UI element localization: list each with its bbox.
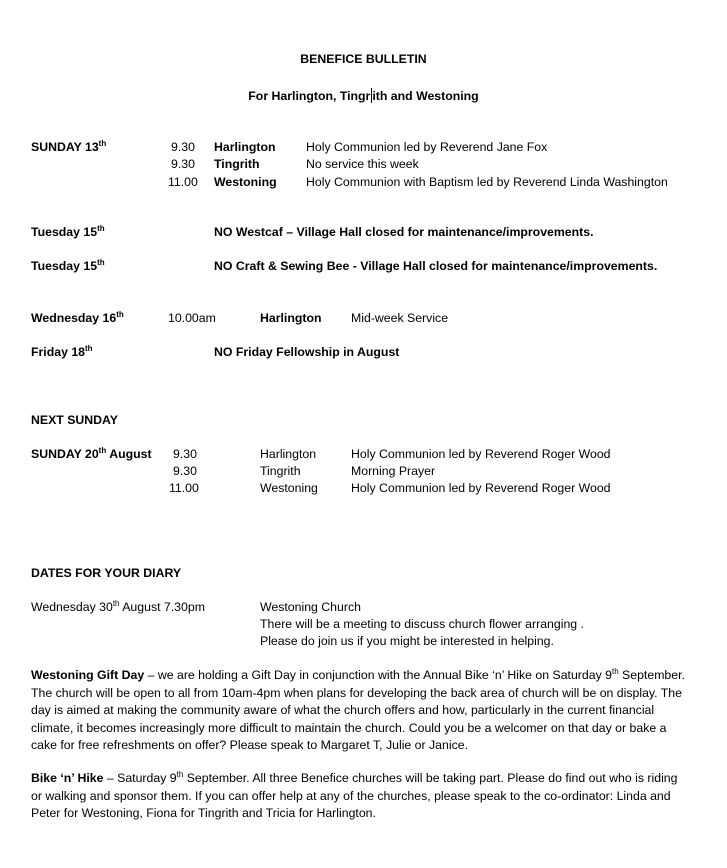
service-desc: Holy Communion led by Reverend Jane Fox bbox=[306, 140, 548, 154]
paragraph-text: – Saturday 9 bbox=[103, 771, 177, 785]
subtitle-part-a: For Harlington, Tingr bbox=[248, 89, 371, 103]
service-time: 9.30 bbox=[173, 447, 197, 461]
bike-hike-paragraph bbox=[31, 770, 691, 823]
service-church: Westoning bbox=[214, 175, 277, 189]
day-text: SUNDAY 13 bbox=[31, 140, 99, 154]
day-suffix: th bbox=[98, 446, 107, 455]
bike-hike-heading: Bike ‘n’ Hike bbox=[31, 771, 104, 785]
diary-line: Please do join us if you might be interested in helping. bbox=[260, 634, 554, 648]
service-time: 9.30 bbox=[173, 464, 197, 478]
day-text: Tuesday 15 bbox=[31, 225, 98, 239]
tuesday-label bbox=[31, 224, 105, 241]
day-text: Wednesday 16 bbox=[31, 311, 117, 325]
service-desc: Holy Communion with Baptism led by Reverend Linda Washington bbox=[306, 175, 668, 189]
day-text: Tuesday 15 bbox=[31, 259, 98, 273]
service-church: Westoning bbox=[260, 481, 318, 495]
day-suffix: th bbox=[97, 258, 105, 267]
tuesday-notice: NO Westcaf – Village Hall closed for maintenance/improvements. bbox=[214, 225, 594, 239]
service-time: 9.30 bbox=[171, 140, 195, 154]
service-time: 11.00 bbox=[169, 481, 199, 495]
subtitle-part-b: ith and Westoning bbox=[372, 89, 479, 103]
date-suffix: th bbox=[112, 599, 120, 608]
service-church: Harlington bbox=[214, 140, 276, 154]
service-church: Harlington bbox=[260, 311, 322, 325]
day-suffix: th bbox=[116, 310, 124, 319]
day-text: SUNDAY 20 bbox=[31, 447, 99, 461]
date-suffix: th bbox=[611, 667, 619, 676]
service-church: Tingrith bbox=[260, 464, 301, 478]
gift-day-paragraph bbox=[31, 667, 691, 755]
next-sunday-heading: NEXT SUNDAY bbox=[31, 413, 119, 427]
date-suffix: th bbox=[176, 770, 184, 779]
tuesday-label bbox=[31, 258, 105, 275]
diary-heading: DATES FOR YOUR DIARY bbox=[31, 566, 182, 580]
friday-notice: NO Friday Fellowship in August bbox=[214, 345, 400, 359]
tuesday-notice: NO Craft & Sewing Bee - Village Hall closed for maintenance/improvements. bbox=[214, 259, 658, 273]
wednesday-label bbox=[31, 310, 124, 327]
date-time-text: August 7.30pm bbox=[119, 600, 205, 614]
diary-date bbox=[31, 599, 205, 616]
day-suffix: th bbox=[97, 224, 105, 233]
service-time: 9.30 bbox=[171, 157, 195, 171]
bulletin-title: BENEFICE BULLETIN bbox=[300, 52, 427, 66]
service-desc: Mid-week Service bbox=[351, 311, 449, 325]
day-suffix: th bbox=[98, 139, 107, 148]
month-text: August bbox=[106, 447, 152, 461]
friday-label bbox=[31, 344, 93, 361]
service-desc: Morning Prayer bbox=[351, 464, 436, 478]
service-church: Tingrith bbox=[214, 157, 260, 171]
day-suffix: th bbox=[85, 344, 93, 353]
gift-day-heading: Westoning Gift Day bbox=[31, 668, 145, 682]
diary-line: There will be a meeting to discuss church flower arranging . bbox=[260, 617, 584, 631]
paragraph-text: September. The church will be open to all from 10am-4pm when plans for developing the back area of church will be on display. The day is aimed at making the community aware of what the church offers and how, particularly in the current financial climate, it becomes increasingly more difficult to maintain the church. Could you be a welcomer on that day or bake a cake for free refreshments on offer? Please speak to Margaret T, Julie or Janice. bbox=[31, 668, 685, 752]
diary-line: Westoning Church bbox=[260, 600, 361, 614]
sunday-13-label bbox=[31, 139, 106, 156]
service-time: 11.00 bbox=[168, 175, 198, 189]
sunday-20-label bbox=[31, 446, 152, 463]
paragraph-text: September. All three Benefice churches will be taking part. Please do find out who is riding or walking and sponsor them. If you can offer help at any of the churches, please speak to the co-ordinator: Linda and Peter for Westoning, Fiona for Tingrith and Tricia for Harlington. bbox=[31, 771, 678, 820]
service-desc: No service this week bbox=[306, 157, 419, 171]
day-text: Friday 18 bbox=[31, 345, 85, 359]
bulletin-subtitle bbox=[0, 88, 727, 105]
paragraph-text: – we are holding a Gift Day in conjunction with the Annual Bike ‘n’ Hike on Saturday 9 bbox=[144, 668, 612, 682]
date-text: Wednesday 30 bbox=[31, 600, 113, 614]
service-desc: Holy Communion led by Reverend Roger Wood bbox=[351, 481, 611, 495]
service-church: Harlington bbox=[260, 447, 317, 461]
service-desc: Holy Communion led by Reverend Roger Wood bbox=[351, 447, 611, 461]
service-time: 10.00am bbox=[168, 311, 216, 325]
